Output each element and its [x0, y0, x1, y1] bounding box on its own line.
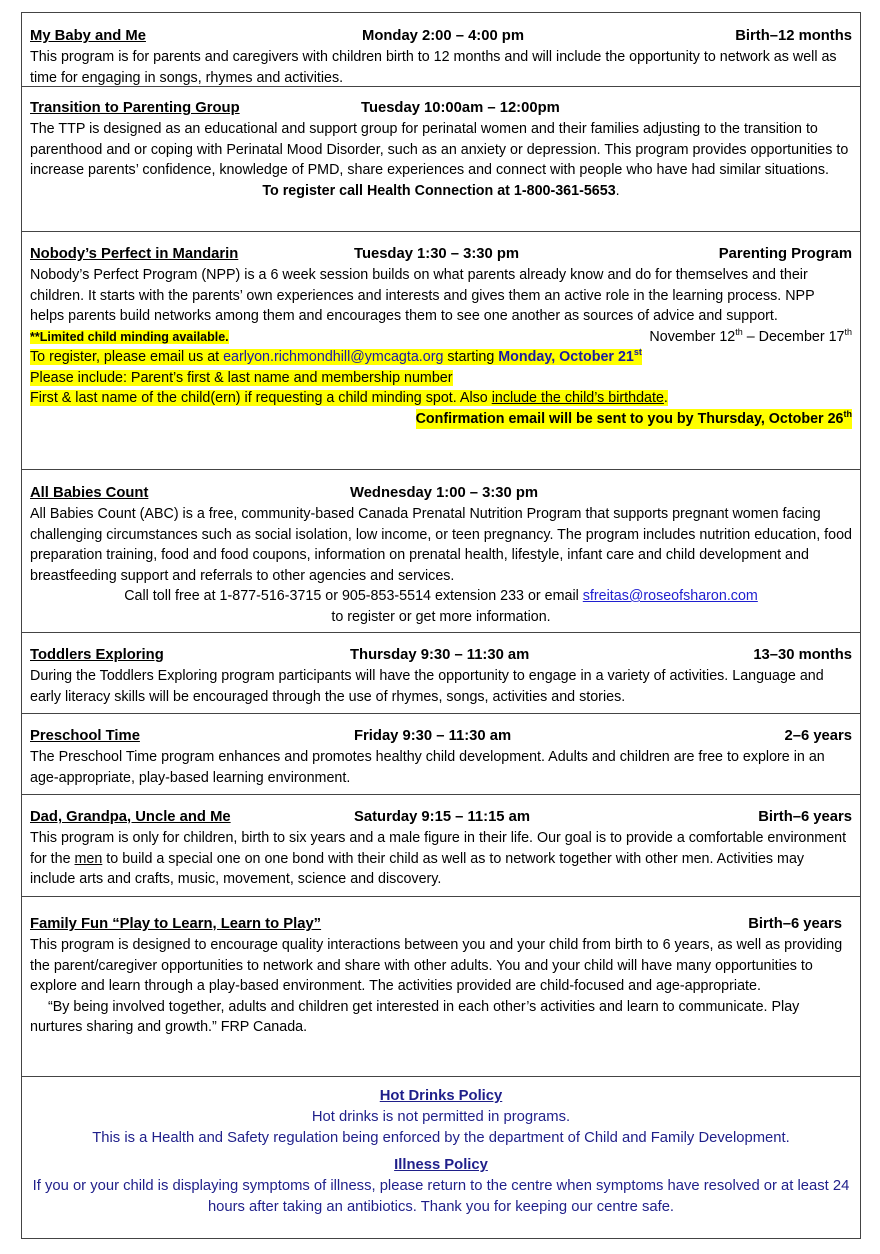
- program-age: Birth–6 years: [758, 809, 852, 825]
- register-email-link[interactable]: earlyon.richmondhill@ymcagta.org: [223, 349, 444, 365]
- program-time: Tuesday 1:30 – 3:30 pm: [354, 246, 520, 262]
- illness-policy-heading: Illness Policy: [394, 1157, 488, 1173]
- program-description: Nobody’s Perfect Program (NPP) is a 6 week session builds on what parents already know and do for themselves and their children. It starts with the parents’ own experiences and interests and gives them an active role in the learning process. NPP helps parents build networks among them and encourages them to see one another as sources of advice and support.: [30, 267, 815, 324]
- program-title: Toddlers Exploring: [30, 647, 164, 663]
- confirmation-note: Confirmation email will be sent to you by Thursday, October 26th: [416, 409, 852, 430]
- program-time: Monday 2:00 – 4:00 pm: [362, 28, 524, 44]
- program-nobodys-perfect: [21, 232, 861, 470]
- program-family-fun: [21, 897, 861, 1077]
- program-title: Preschool Time: [30, 728, 140, 744]
- program-dad-grandpa-uncle: [21, 795, 861, 897]
- register-note: To register call Health Connection at 1-800-361-5653: [262, 182, 616, 199]
- hot-drinks-policy-line-1: Hot drinks is not permitted in programs.: [311, 1109, 571, 1125]
- abc-email-link[interactable]: sfreitas@roseofsharon.com: [582, 588, 758, 604]
- program-toddlers-exploring: [21, 633, 861, 714]
- program-all-babies-count: All Babies Count Wednesday 1:00 – 3:30 pm All Babies Count (ABC) is a free, community-based Canada Prenatal Nutrition Program that supports pregnant women facing challenging circumstances such as social isolation, low income, or teen pregnancy. The program includes nutrition education, food preparation training, food and food coupons, information on prenatal health, lifestyle, infant care and child development and breastfeeding support and referrals to other agencies and services. Call toll free at 1-877-516-3715 or 905-853-5514 extension 233 or email sfreitas@roseofsharon.com to register or get more information.: [21, 470, 861, 633]
- program-description: During the Toddlers Exploring program participants will have the opportunity to engage in a variety of activities. Language and early literacy skills will be encouraged through the use of rhymes, songs, activities and stories.: [30, 668, 824, 705]
- program-age: Birth–12 months: [735, 28, 852, 44]
- program-time: Tuesday 10:00am – 12:00pm: [361, 100, 560, 116]
- program-age: 2–6 years: [784, 728, 852, 744]
- program-title: My Baby and Me: [30, 28, 146, 44]
- program-quote: “By being involved together, adults and children get interested in each other’s activities and learn to communicate. Play nurtures sharing and growth.” FRP Canada.: [30, 998, 800, 1035]
- program-title: Family Fun “Play to Learn, Learn to Play”: [30, 916, 322, 932]
- program-time: Thursday 9:30 – 11:30 am: [350, 647, 530, 663]
- program-preschool-time: [21, 714, 861, 795]
- program-time: Wednesday 1:00 – 3:30 pm: [350, 485, 539, 501]
- program-schedule: [21, 12, 861, 1239]
- program-age: 13–30 months: [753, 647, 852, 663]
- program-time: Saturday 9:15 – 11:15 am: [354, 809, 531, 825]
- program-my-baby-and-me: [21, 12, 861, 87]
- program-age: Parenting Program: [718, 246, 852, 262]
- program-title: Transition to Parenting Group: [30, 100, 240, 116]
- program-time: Friday 9:30 – 11:30 am: [354, 728, 512, 744]
- child-minding-note: **Limited child minding available.: [30, 329, 229, 344]
- program-title: All Babies Count: [30, 485, 149, 501]
- program-transition-to-parenting: Transition to Parenting Group Tuesday 10:00am – 12:00pm The TTP is designed as an educational and support group for perinatal women and their families adjusting to the transition to parenthood and or coping with Perinatal Mood Disorder, such as an anxiety or depression. This program provides opportunities to increase parents’ confidence, knowledge of PMD, share experiences and connect with people who have had similar situations. To register call Health Connection at 1-800-361-5653.: [21, 87, 861, 232]
- include-line-1: Please include: Parent’s first & last name and membership number: [30, 369, 453, 386]
- policies-section: [21, 1077, 861, 1239]
- hot-drinks-policy-line-2: This is a Health and Safety regulation being enforced by the department of Child and Family Development.: [92, 1130, 790, 1146]
- hot-drinks-policy-heading: Hot Drinks Policy: [379, 1088, 503, 1104]
- program-description: This program is for parents and caregivers with children birth to 12 months and will include the opportunity to network as well as time for engaging in songs, rhymes and activities.: [30, 49, 837, 86]
- session-dates: November 12th – December 17th: [649, 326, 852, 345]
- program-description: This program is designed to encourage quality interactions between you and your child from birth to 6 years, as well as providing the parent/caregiver opportunities to network and share with other adults. You and your child will have many opportunities to explore and learn through a play-based environment. The activities provided are child-focused and age-appropriate.: [30, 937, 843, 994]
- program-title: Nobody’s Perfect in Mandarin: [30, 246, 239, 262]
- program-description: This program is only for children, birth to six years and a male figure in their life. Our goal is to provide a comfortable environment for the men to build a special one on one bond with their child as well as to network together with other men. Activities may include arts and crafts, music, movement, science and discovery.: [30, 830, 847, 887]
- illness-policy-text: If you or your child is displaying symptoms of illness, please return to the centre when symptoms have resolved or at least 24 hours after taking an antibiotics. Thank you for keeping our centre safe.: [32, 1178, 850, 1215]
- program-description: The Preschool Time program enhances and promotes healthy child development. Adults and children are free to explore in an age-appropriate, play-based learning environment.: [30, 749, 825, 786]
- program-description: The TTP is designed as an educational and support group for perinatal women and their families adjusting to the transition to parenthood and or coping with Perinatal Mood Disorder, such as an anxiety or depression. This program provides opportunities to increase parents’ confidence, knowledge of PMD, share experiences and connect with people who have had similar situations.: [30, 121, 849, 178]
- program-title: Dad, Grandpa, Uncle and Me: [30, 809, 231, 825]
- abc-register-note: to register or get more information.: [331, 608, 551, 625]
- include-line-2: First & last name of the child(ern) if requesting a child minding spot. Also include the child’s birthdate.: [30, 390, 668, 406]
- program-description: All Babies Count (ABC) is a free, community-based Canada Prenatal Nutrition Program that supports pregnant women facing challenging circumstances such as social isolation, low income, or teen pregnancy. The program includes nutrition education, food preparation training, food and food coupons, information on prenatal health, lifestyle, infant care and child development and breastfeeding support and referrals to other agencies and services.: [30, 506, 852, 584]
- register-line: To register, please email us at earlyon.richmondhill@ymcagta.org starting Monday, October 21st: [30, 347, 642, 365]
- program-age: Birth–6 years: [748, 916, 842, 932]
